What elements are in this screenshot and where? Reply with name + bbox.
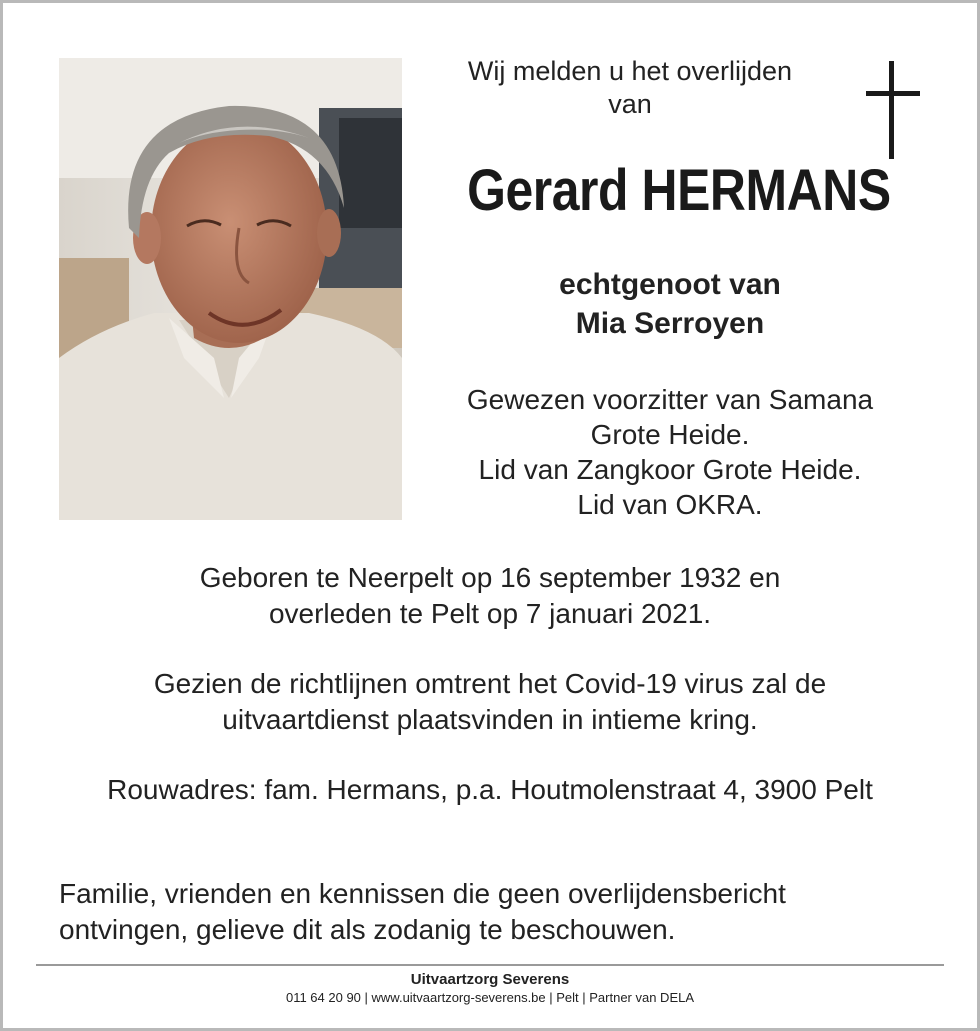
role-line: Lid van OKRA.: [577, 489, 763, 520]
spouse-block: [470, 265, 870, 343]
covid-line: uitvaartdienst plaatsvinden in intieme kring.: [222, 704, 758, 735]
birth-line: Geboren te Neerpelt op 16 september 1932 en: [199, 562, 781, 593]
role-line: Lid van Zangkoor Grote Heide.: [478, 454, 862, 485]
funeral-home-details: 011 64 20 90 | www.uitvaartzorg-severens.be | Pelt | Partner van DELA: [285, 990, 695, 1005]
covid-line: Gezien de richtlijnen omtrent het Covid-19 virus zal de: [153, 668, 827, 699]
footer-divider: [36, 964, 944, 966]
deceased-name: Gerard HERMANS: [467, 158, 891, 223]
family-line: ontvingen, gelieve dit als zodanig te beschouwen.: [59, 914, 676, 945]
spouse-name: Mia Serroyen: [575, 307, 765, 340]
role-line: Gewezen voorzitter van Samana: [466, 384, 874, 415]
birth-death-text: [40, 560, 940, 632]
portrait-photo: [59, 58, 402, 520]
mourning-address: Rouwadres: fam. Hermans, p.a. Houtmolenstraat 4, 3900 Pelt: [107, 774, 873, 805]
funeral-home-name: Uitvaartzorg Severens: [410, 971, 570, 988]
intro-line: van: [608, 89, 652, 119]
covid-notice: [40, 666, 940, 738]
roles-block: [440, 382, 900, 522]
intro-text: [430, 55, 830, 121]
family-notice: [59, 876, 939, 948]
death-line: overleden te Pelt op 7 januari 2021.: [268, 598, 712, 629]
role-line: Grote Heide.: [590, 419, 750, 450]
spouse-relation: echtgenoot van: [559, 268, 781, 301]
family-line: Familie, vrienden en kennissen die geen overlijdensbericht: [59, 878, 786, 909]
intro-line: Wij melden u het overlijden: [467, 56, 793, 86]
cross-icon: [864, 61, 922, 159]
